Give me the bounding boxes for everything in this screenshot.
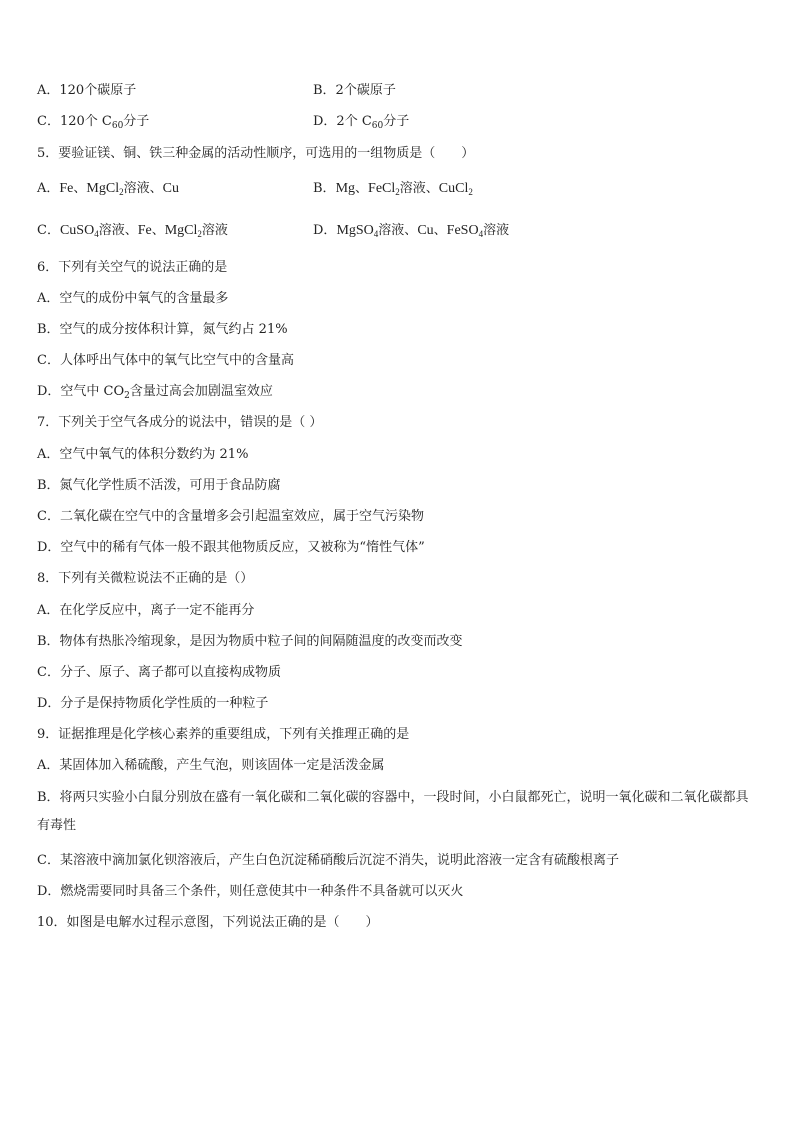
q6-option-a: A．空气的成份中氧气的含量最多 [37,291,229,306]
q7-option-c: C．二氧化碳在空气中的含量增多会引起温室效应，属于空气污染物 [37,509,424,524]
q7-stem: 7．下列关于空气各成分的说法中，错误的是（ ） [37,415,323,430]
q5-options-cd [0,222,794,242]
q4-option-c: C．120个 $C_{60}$分子 [37,114,150,131]
q6-option-d: D．空气中 $CO_2$含量过高会加剧温室效应 [37,384,273,401]
q4-options-ab [0,82,794,102]
q7-option-a: A．空气中氧气的体积分数约为 21% [37,447,249,462]
q8-option-a: A．在化学反应中，离子一定不能再分 [37,603,255,618]
q9-option-a: A．某固体加入稀硫酸，产生气泡，则该固体一定是活泼金属 [37,758,385,773]
q4-option-b: B．2个碳原子 [313,83,396,98]
q10-stem: 10．如图是电解水过程示意图，下列说法正确的是（ ） [37,915,379,930]
q5-option-a: A．Fe、MgCl$_2$溶液、Cu [37,181,179,197]
q9-option-b: B．将两只实验小白鼠分别放在盛有一氧化碳和二氧化碳的容器中，一段时间，小白鼠都死亡，说明一氧化碳和二氧化碳都具有毒性 [37,790,749,833]
q6-stem: 6．下列有关空气的说法正确的是 [37,260,228,275]
q7-option-b: B．氮气化学性质不活泼，可用于食品防腐 [37,478,281,493]
q5-option-c: C．CuSO$_4$溶液、Fe、MgCl$_2$溶液 [37,223,228,239]
q8-option-c: C．分子、原子、离子都可以直接构成物质 [37,665,281,680]
q5-option-d: D．MgSO$_4$溶液、Cu、FeSO$_4$溶液 [313,223,510,239]
q4-options-cd [0,113,794,133]
q8-stem: 8．下列有关微粒说法不正确的是（） [37,571,254,586]
q7-option-d: D．空气中的稀有气体一般不跟其他物质反应，又被称为“惰性气体” [37,540,425,555]
q8-option-b: B．物体有热胀冷缩现象，是因为物质中粒子间的间隔随温度的改变而改变 [37,634,463,649]
q4-option-d: D．2个 $C_{60}$分子 [313,114,410,131]
q9-option-c: C．某溶液中滴加氯化钡溶液后，产生白色沉淀稀硝酸后沉淀不消失，说明此溶液一定含有硫酸根离子 [37,853,619,868]
q9-stem: 9．证据推理是化学核心素养的重要组成，下列有关推理正确的是 [37,727,410,742]
q5-option-b: B．Mg、FeCl$_2$溶液、CuCl$_2$ [313,181,473,197]
q8-option-d: D．分子是保持物质化学性质的一种粒子 [37,696,269,711]
q6-option-c: C．人体呼出气体中的氧气比空气中的含量高 [37,353,294,368]
q5-stem: 5．要验证镁、铜、铁三种金属的活动性顺序，可选用的一组物质是（ ） [37,146,475,161]
q5-options-ab [0,180,794,200]
q6-option-b: B．空气的成分按体积计算，氮气约占 21% [37,322,288,337]
q9-option-d: D．燃烧需要同时具备三个条件，则任意使其中一种条件不具备就可以灭火 [37,884,464,899]
q4-option-a: A．120个碳原子 [37,83,137,98]
